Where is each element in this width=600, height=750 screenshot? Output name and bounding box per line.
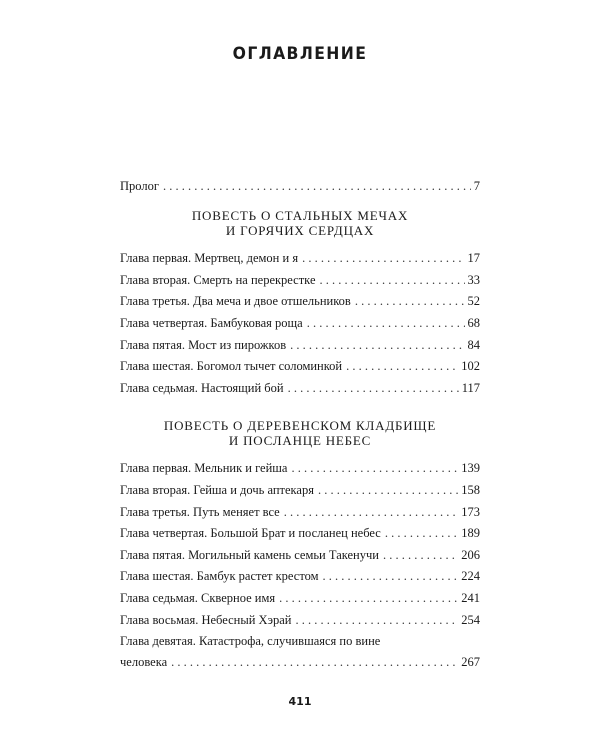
dot-leader: [323, 569, 459, 584]
toc-entry-page: 52: [467, 294, 480, 309]
toc-entry-label: Глава третья. Два меча и двое отшельников: [120, 294, 351, 309]
table-of-contents: [120, 172, 480, 670]
dot-leader: [302, 251, 464, 266]
section-heading-line: ПОВЕСТЬ О ДЕРЕВЕНСКОМ КЛАДБИЩЕ: [163, 417, 437, 433]
toc-entry-label: Пролог: [120, 178, 159, 193]
toc-entry-label: Глава пятая. Мост из пирожков: [120, 337, 287, 352]
toc-entry-label: Глава первая. Мертвец, демон и я: [120, 251, 299, 266]
dot-leader: [279, 591, 458, 606]
toc-entry-page: 254: [461, 612, 480, 627]
dot-leader: [291, 461, 458, 476]
dot-leader: [284, 505, 459, 520]
toc-entry-label: Глава шестая. Бамбук растет крестом: [120, 569, 319, 584]
toc-entry: [120, 498, 480, 520]
toc-entry-continuation: [120, 652, 480, 670]
toc-entry-page: 206: [461, 547, 480, 562]
toc-entry: [120, 266, 480, 288]
page-number: 411: [288, 695, 312, 708]
toc-entry: [120, 309, 480, 331]
dot-leader: [288, 381, 459, 396]
dot-leader: [385, 526, 458, 541]
toc-entry-page: 17: [467, 251, 480, 266]
dot-leader: [171, 655, 458, 670]
page-title: ОГЛАВЛЕНИЕ: [232, 44, 368, 64]
section-heading-1: [120, 208, 480, 238]
toc-entry: [120, 584, 480, 606]
toc-entry: [120, 288, 480, 310]
toc-entry: [120, 245, 480, 267]
dot-leader: [290, 338, 464, 353]
toc-entry-page: 267: [461, 654, 480, 669]
toc-entry-page: 241: [461, 590, 480, 605]
toc-entry: [120, 634, 480, 670]
dot-leader: [383, 548, 458, 563]
toc-entry-label: Глава четвертая. Большой Брат и посланец небес: [120, 526, 381, 541]
dot-leader: [320, 273, 465, 288]
toc-entry-label: Глава вторая. Гейша и дочь аптекаря: [120, 482, 314, 497]
toc-entry-label: человека: [120, 654, 168, 669]
toc-entry-page: 102: [461, 359, 480, 374]
toc-entry: [120, 374, 480, 396]
toc-entry: [120, 541, 480, 563]
section-heading-line: И ГОРЯЧИХ СЕРДЦАХ: [225, 222, 375, 238]
toc-entry: [120, 455, 480, 477]
toc-entry: [120, 353, 480, 375]
toc-entry-page: 158: [461, 482, 480, 497]
dot-leader: [346, 359, 458, 374]
toc-entry-page: 7: [473, 178, 480, 193]
toc-entry: [120, 331, 480, 353]
toc-entry-label: Глава первая. Мельник и гейша: [120, 461, 288, 476]
section-heading-line: И ПОСЛАНЦЕ НЕБЕС: [228, 432, 372, 448]
toc-entry-label: Глава седьмая. Настоящий бой: [120, 380, 284, 395]
dot-leader: [307, 316, 465, 331]
toc-entry-label: Глава третья. Путь меняет все: [120, 504, 280, 519]
section-heading-line: ПОВЕСТЬ О СТАЛЬНЫХ МЕЧАХ: [191, 207, 409, 223]
toc-entry: [120, 606, 480, 628]
toc-entry-label: Глава четвертая. Бамбуковая роща: [120, 315, 303, 330]
toc-entry-label: Глава восьмая. Небесный Хэрай: [120, 612, 292, 627]
toc-entry-label: Глава девятая. Катастрофа, случившаяся по вине: [120, 633, 381, 648]
toc-entry-page: 139: [461, 461, 480, 476]
toc-entry-page: 84: [467, 337, 480, 352]
toc-entry: [120, 476, 480, 498]
dot-leader: [318, 483, 458, 498]
toc-entry-page: 68: [467, 315, 480, 330]
toc-entry-page: 189: [461, 526, 480, 541]
toc-entry-page: 224: [461, 569, 480, 584]
toc-entry-label: Глава шестая. Богомол тычет соломинкой: [120, 359, 343, 374]
toc-entry: [120, 563, 480, 585]
dot-leader: [163, 179, 471, 194]
section-heading-2: [120, 418, 480, 448]
toc-entry-label: Глава седьмая. Скверное имя: [120, 590, 276, 605]
toc-entry-page: 117: [461, 380, 480, 395]
dot-leader: [295, 613, 458, 628]
toc-entry: [120, 520, 480, 542]
dot-leader: [355, 294, 465, 309]
toc-entry-prologue: [120, 172, 480, 194]
toc-entry-page: 173: [461, 504, 480, 519]
toc-entry-page: 33: [467, 272, 480, 287]
toc-entry-label: Глава вторая. Смерть на перекрестке: [120, 272, 316, 287]
toc-entry-label: Глава пятая. Могильный камень семьи Такенучи: [120, 547, 379, 562]
